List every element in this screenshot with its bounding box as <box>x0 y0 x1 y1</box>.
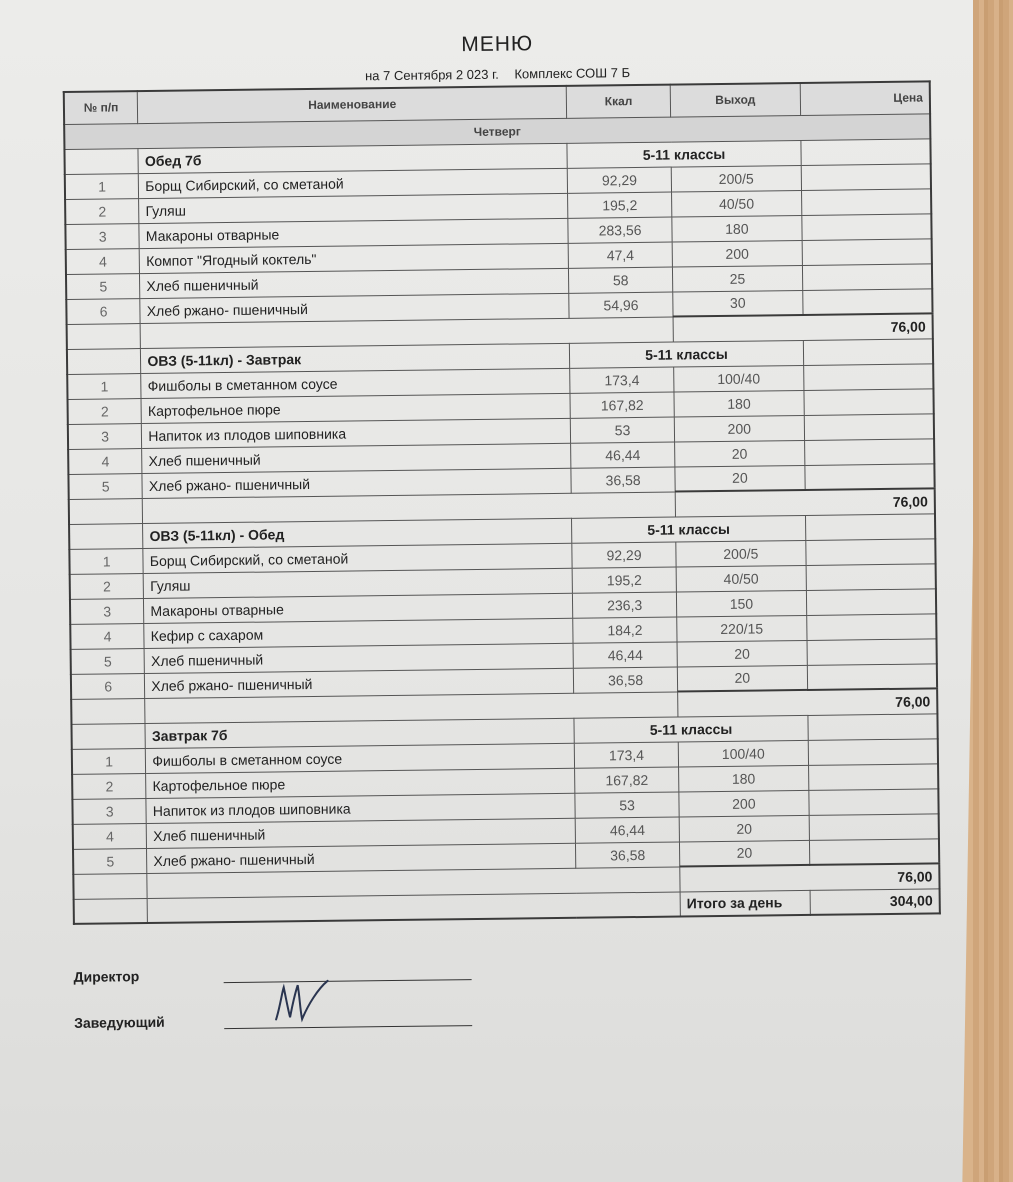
grand-empty-cell <box>74 898 148 924</box>
item-output: 20 <box>677 665 807 692</box>
item-name: Фишболы в сметанном соусе <box>146 743 575 773</box>
item-name: Макароны отварные <box>144 593 573 623</box>
item-output: 220/15 <box>677 615 807 642</box>
total-empty-cell <box>69 498 143 524</box>
item-number: 5 <box>71 648 145 674</box>
section-total: 76,00 <box>673 313 933 341</box>
menu-title: МЕНЮ <box>461 32 534 57</box>
item-number: 3 <box>68 423 142 449</box>
item-number: 3 <box>70 598 144 624</box>
director-label: Директор <box>73 968 140 985</box>
item-price <box>802 213 932 240</box>
wooden-table-background <box>973 0 1013 1182</box>
item-name: Хлеб пшеничный <box>140 268 569 298</box>
item-kcal: 36,58 <box>574 667 678 693</box>
item-output: 200 <box>672 240 802 267</box>
day-label: Четверг <box>64 113 930 149</box>
item-price <box>802 288 932 315</box>
item-kcal: 54,96 <box>569 292 673 318</box>
item-name: Гуляш <box>139 193 568 223</box>
item-name: Борщ Сибирский, со сметаной <box>143 543 572 573</box>
section-number-cell <box>69 523 143 549</box>
grand-total-value: 304,00 <box>810 888 940 915</box>
item-number: 6 <box>71 673 145 699</box>
section-price-cell <box>805 513 935 540</box>
section-number-cell <box>71 723 145 749</box>
item-name: Хлеб ржано- пшеничный <box>140 293 569 323</box>
item-name: Гуляш <box>143 568 572 598</box>
item-price <box>804 413 934 440</box>
item-price <box>808 738 938 765</box>
menu-table-body <box>64 113 940 924</box>
item-kcal: 92,29 <box>567 167 671 193</box>
section-grade: 5-11 классы <box>572 515 806 543</box>
item-kcal: 195,2 <box>568 192 672 218</box>
item-price <box>806 613 936 640</box>
item-kcal: 92,29 <box>572 542 676 568</box>
item-number: 3 <box>65 223 139 249</box>
item-name: Кефир с сахаром <box>144 618 573 648</box>
item-kcal: 195,2 <box>572 567 676 593</box>
item-kcal: 46,44 <box>571 442 675 468</box>
item-kcal: 36,58 <box>576 842 680 868</box>
item-number: 6 <box>66 298 140 324</box>
section-total: 76,00 <box>675 488 935 516</box>
section-number-cell <box>64 148 138 174</box>
menu-document <box>62 19 944 1031</box>
item-number: 2 <box>70 573 144 599</box>
column-header-kcal: Ккал <box>566 85 670 118</box>
item-output: 20 <box>679 840 809 867</box>
item-number: 4 <box>73 823 147 849</box>
item-price <box>806 563 936 590</box>
menu-table <box>63 80 941 925</box>
item-number: 2 <box>68 398 142 424</box>
item-name: Хлеб пшеничный <box>142 443 571 473</box>
handwritten-signature <box>270 979 341 1026</box>
item-price <box>806 588 936 615</box>
section-grade: 5-11 классы <box>574 715 808 743</box>
item-name: Напиток из плодов шиповника <box>142 418 571 448</box>
section-price-cell <box>808 713 938 740</box>
item-number: 2 <box>65 198 139 224</box>
section-grade: 5-11 классы <box>570 340 804 368</box>
item-output: 200 <box>674 415 804 442</box>
item-name: Компот "Ягодный коктель" <box>139 243 568 273</box>
item-name: Напиток из плодов шиповника <box>146 793 575 823</box>
item-output: 20 <box>675 440 805 467</box>
item-name: Фишболы в сметанном соусе <box>141 368 570 398</box>
item-output: 100/40 <box>674 365 804 392</box>
column-header-output: Выход <box>670 83 800 117</box>
item-price <box>809 788 939 815</box>
item-kcal: 47,4 <box>568 242 672 268</box>
column-header-number: № п/п <box>64 91 138 124</box>
item-name: Хлеб пшеничный <box>144 643 573 673</box>
item-name: Картофельное пюре <box>141 393 570 423</box>
item-output: 40/50 <box>676 565 806 592</box>
total-empty-cell <box>71 698 145 724</box>
item-name: Картофельное пюре <box>146 768 575 798</box>
grand-total-label: Итого за день <box>680 890 810 917</box>
section-price-cell <box>803 338 933 365</box>
item-price <box>809 813 939 840</box>
item-price <box>804 388 934 415</box>
item-price <box>807 663 937 690</box>
section-total: 76,00 <box>678 688 938 716</box>
total-empty-cell <box>67 323 141 349</box>
item-kcal: 53 <box>570 417 674 443</box>
item-name: Хлеб ржано- пшеничный <box>147 843 576 873</box>
item-price <box>802 238 932 265</box>
item-output: 100/40 <box>678 740 808 767</box>
item-kcal: 46,44 <box>573 642 677 668</box>
item-name: Борщ Сибирский, со сметаной <box>139 168 568 198</box>
signature-block <box>73 928 944 1031</box>
menu-date: на 7 Сентября 2 023 г. <box>364 66 499 84</box>
section-total: 76,00 <box>680 863 940 891</box>
item-number: 4 <box>66 248 140 274</box>
item-number: 4 <box>68 448 142 474</box>
item-price <box>803 363 933 390</box>
item-number: 5 <box>66 273 140 299</box>
item-output: 200/5 <box>676 540 806 567</box>
item-output: 20 <box>679 815 809 842</box>
item-output: 180 <box>679 765 809 792</box>
item-number: 5 <box>73 848 147 874</box>
item-price <box>805 463 935 490</box>
item-name: Хлеб пшеничный <box>147 818 576 848</box>
item-kcal: 173,4 <box>570 367 674 393</box>
item-price <box>809 838 939 865</box>
item-kcal: 36,58 <box>571 467 675 493</box>
item-number: 1 <box>65 173 139 199</box>
section-name: Завтрак 7б <box>145 718 574 748</box>
item-kcal: 58 <box>569 267 673 293</box>
item-number: 5 <box>68 473 142 499</box>
item-price <box>807 638 937 665</box>
item-kcal: 184,2 <box>573 617 677 643</box>
item-price <box>802 263 932 290</box>
section-price-cell <box>801 138 931 165</box>
item-price <box>804 438 934 465</box>
menu-complex: Комплекс СОШ 7 Б <box>514 65 631 82</box>
item-kcal: 167,82 <box>575 767 679 793</box>
item-kcal: 53 <box>575 792 679 818</box>
item-number: 1 <box>72 748 146 774</box>
item-number: 4 <box>70 623 144 649</box>
section-grade: 5-11 классы <box>567 140 801 168</box>
item-output: 20 <box>675 465 805 492</box>
item-kcal: 173,4 <box>574 742 678 768</box>
item-name: Макароны отварные <box>139 218 568 248</box>
item-number: 1 <box>67 373 141 399</box>
item-output: 150 <box>676 590 806 617</box>
grand-spacer <box>147 892 680 924</box>
column-header-name: Наименование <box>138 86 567 123</box>
director-signature-field <box>223 963 471 983</box>
column-header-price: Цена <box>800 81 930 115</box>
item-output: 20 <box>677 640 807 667</box>
item-kcal: 236,3 <box>573 592 677 618</box>
item-price <box>801 163 931 190</box>
item-number: 1 <box>69 548 143 574</box>
manager-signature-field <box>224 1009 472 1029</box>
item-price <box>806 538 936 565</box>
item-output: 30 <box>673 290 803 317</box>
item-output: 180 <box>672 215 802 242</box>
section-name: ОВЗ (5-11кл) - Завтрак <box>141 343 570 373</box>
item-price <box>801 188 931 215</box>
manager-label: Заведующий <box>74 1013 165 1031</box>
item-kcal: 283,56 <box>568 217 672 243</box>
section-number-cell <box>67 348 141 374</box>
item-output: 40/50 <box>672 190 802 217</box>
total-empty-cell <box>73 873 147 899</box>
item-price <box>808 763 938 790</box>
item-output: 25 <box>672 265 802 292</box>
item-number: 2 <box>72 773 146 799</box>
item-kcal: 46,44 <box>575 817 679 843</box>
item-output: 200/5 <box>671 165 801 192</box>
item-name: Хлеб ржано- пшеничный <box>142 468 571 498</box>
item-kcal: 167,82 <box>570 392 674 418</box>
section-name: ОВЗ (5-11кл) - Обед <box>143 518 572 548</box>
item-name: Хлеб ржано- пшеничный <box>145 668 574 698</box>
item-number: 3 <box>72 798 146 824</box>
item-output: 180 <box>674 390 804 417</box>
item-output: 200 <box>679 790 809 817</box>
section-name: Обед 7б <box>138 143 567 173</box>
